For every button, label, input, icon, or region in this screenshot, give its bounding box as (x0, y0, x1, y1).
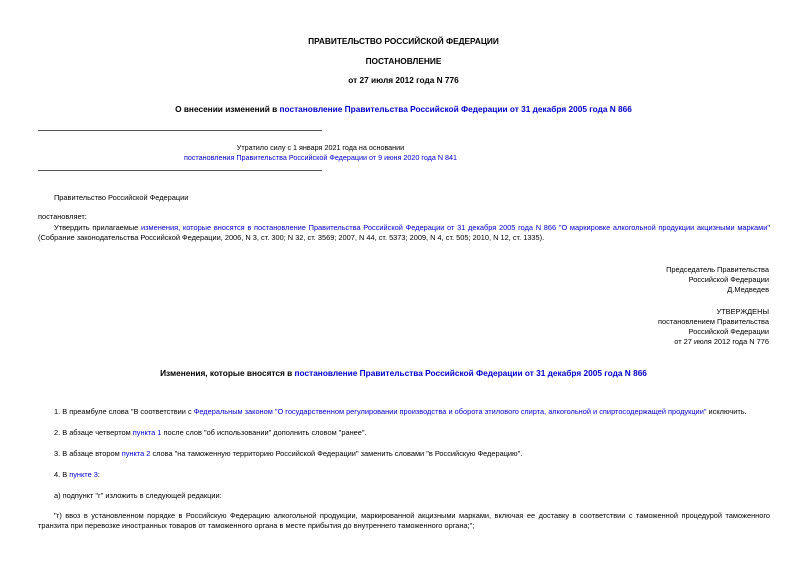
item-4-end: : (97, 470, 100, 479)
postanovlyaet: постановляет: (38, 212, 87, 221)
approved-country: Российской Федерации (688, 326, 769, 336)
signature-country: Российской Федерации (688, 274, 769, 284)
item-4g: "г) ввоз в установленном порядке в Российскую Федерацию алкогольной продукции, маркированной акцизными марками, включая ее доставку в соответствии с таможенной процедурой таможенного транзита при перевозке иностранных товаров от таможенного органа в месте прибытия до внутреннего таможенного органа;"; (38, 511, 770, 530)
title-prefix: О внесении изменений в (175, 104, 280, 114)
paragraph-approve (38, 223, 770, 243)
item-2-link[interactable]: пункта 1 (132, 428, 162, 437)
expiry-link[interactable]: постановления Правительства Российской Федерации от 9 июня 2020 года N 841 (183, 152, 458, 162)
item-2-text: 2. В абзаце четвертом (54, 428, 133, 437)
changes-title-link[interactable]: постановление Правительства Российской Федерации от 31 декабря 2005 года N 866 (294, 368, 647, 378)
item-4-text: 4. В (54, 470, 70, 479)
changes-title (0, 368, 807, 379)
approved-date: от 27 июля 2012 года N 776 (674, 336, 769, 346)
item-3-link[interactable]: пункта 2 (121, 449, 151, 458)
item-2 (54, 428, 367, 438)
changes-link[interactable]: изменения, которые вносятся в постановление Правительства Российской Федерации от 31 декабря 2005 года N 866 "О маркировке алкогольной продукции акцизными марками" (141, 223, 770, 232)
item-1-link[interactable]: Федеральным законом "О государственном регулировании производства и оборота этилового спирта, алкогольной и спиртосодержащей продукции" (193, 407, 707, 416)
document-title (0, 104, 807, 115)
paragraph-approve-source: (Собрание законодательства Российской Федерации, 2006, N 3, ст. 300; N 32, ст. 3569; 2007, N 44, ст. 5373; 2009, N 4, ст. 505; 2010, N 12, ст. 1335). (38, 232, 545, 242)
changes-title-prefix: Изменения, которые вносятся в (160, 368, 295, 378)
government-heading: ПРАВИТЕЛЬСТВО РОССИЙСКОЙ ФЕДЕРАЦИИ (308, 36, 499, 46)
divider-bottom (38, 170, 322, 171)
paragraph-approve-text: Утвердить прилагаемые (54, 223, 142, 232)
signature-block (666, 265, 769, 295)
government-name: Правительство Российской Федерации (54, 193, 189, 202)
approved-by: постановлением Правительства (658, 316, 769, 326)
signature-name: Д.Медведев (727, 284, 769, 294)
approved-label: УТВЕРЖДЕНЫ (716, 307, 769, 316)
expiry-notice (38, 143, 603, 162)
item-4a: а) подпункт "г" изложить в следующей редакции: (54, 491, 222, 500)
item-1-text: 1. В преамбуле слова "В соответствии с (54, 407, 194, 416)
item-2-end: после слов "об использовании" дополнить словом "ранее". (161, 428, 367, 437)
item-4-link[interactable]: пункте 3 (69, 470, 98, 479)
item-4 (54, 470, 100, 480)
document-date: от 27 июля 2012 года N 776 (348, 75, 459, 85)
document-type: ПОСТАНОВЛЕНИЕ (365, 56, 442, 66)
item-1-end: исключить. (706, 407, 747, 416)
approved-block (658, 307, 769, 347)
divider-top (38, 130, 322, 131)
item-3 (54, 449, 522, 459)
item-3-text: 3. В абзаце втором (54, 449, 122, 458)
expiry-line: Утратило силу с 1 января 2021 года на основании (236, 143, 405, 152)
item-1 (54, 407, 747, 417)
title-link[interactable]: постановление Правительства Российской Федерации от 31 декабря 2005 года N 866 (279, 104, 632, 114)
signature-position: Председатель Правительства (666, 265, 769, 274)
item-3-end: слова "на таможенную территорию Российской Федерации" заменить словами "в Российскую Федерацию". (150, 449, 523, 458)
